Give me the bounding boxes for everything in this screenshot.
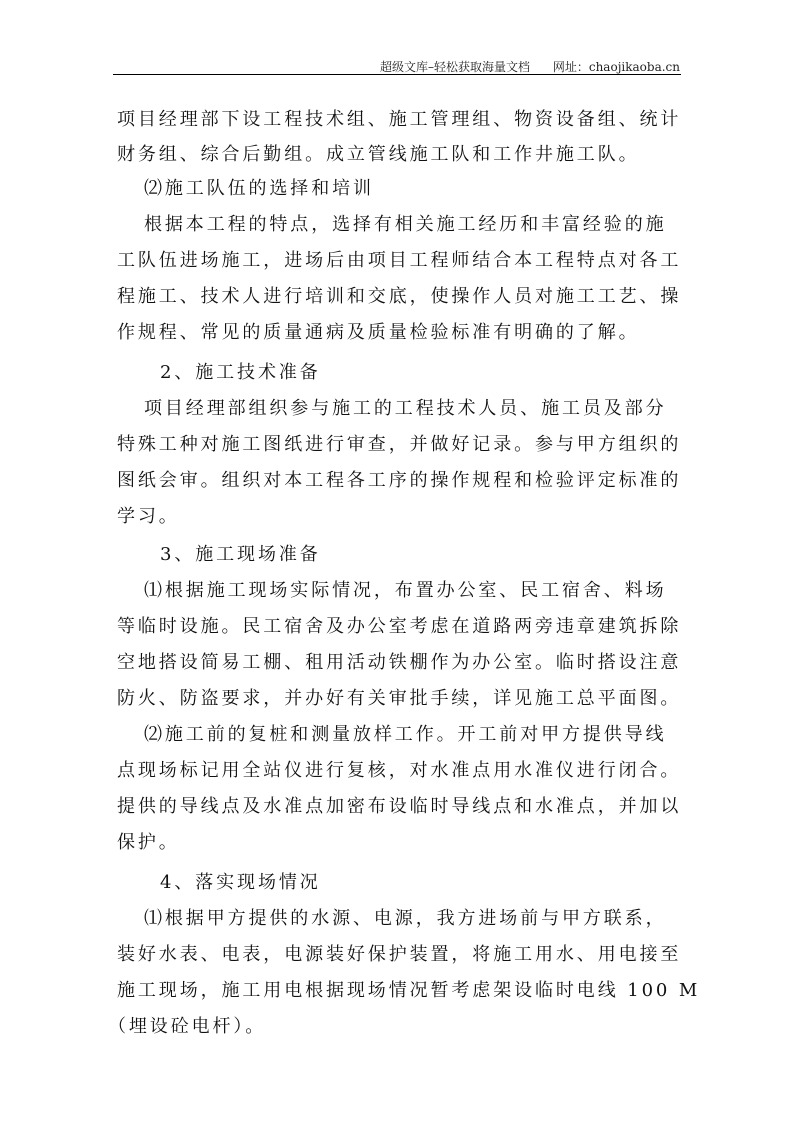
paragraph-line: 防火、防盗要求，并办好有关审批手续，详见施工总平面图。 [117, 688, 682, 709]
paragraph-line: 作规程、常见的质量通病及质量检验标准有明确的了解。 [117, 322, 640, 343]
header-rule [113, 74, 681, 75]
paragraph-line: （埋设砼电杆）。 [108, 1016, 267, 1037]
header-site-name: 超级文库–轻松获取海量文档 [379, 60, 530, 74]
paragraph-line: 保护。 [117, 832, 180, 853]
paragraph-line: 项目经理部组织参与施工的工程技术人员、施工员及部分 [144, 398, 667, 419]
paragraph-line: ⑴根据甲方提供的水源、电源，我方进场前与甲方联系， [144, 908, 667, 929]
section-heading: 2、施工技术准备 [160, 362, 321, 383]
paragraph-line: 图纸会审。组织对本工程各工序的操作规程和检验评定标准的 [117, 470, 682, 491]
section-heading: 4、落实现场情况 [160, 872, 321, 893]
page-header [380, 58, 680, 75]
paragraph-line: ⑵施工前的复桩和测量放样工作。开工前对甲方提供导线 [144, 724, 667, 745]
subheading: ⑵施工队伍的选择和培训 [144, 178, 374, 199]
paragraph-line: 工队伍进场施工，进场后由项目工程师结合本工程特点对各工 [117, 250, 682, 271]
paragraph-line: 程施工、技术人进行培训和交底，使操作人员对施工工艺、操 [117, 286, 682, 307]
paragraph-line: ⑴根据施工现场实际情况，布置办公室、民工宿舍、料场 [144, 580, 667, 601]
paragraph-line: 施工现场，施工用电根据现场情况暂考虑架设临时电线 100 M [117, 980, 701, 1001]
paragraph-line: 学习。 [117, 506, 180, 527]
paragraph-line: 等临时设施。民工宿舍及办公室考虑在道路两旁违章建筑拆除 [117, 616, 682, 637]
paragraph-line: 根据本工程的特点，选择有相关施工经历和丰富经验的施 [144, 214, 667, 235]
paragraph-line: 特殊工种对施工图纸进行审查，并做好记录。参与甲方组织的 [117, 434, 682, 455]
paragraph-line: 财务组、综合后勤组。成立管线施工队和工作井施工队。 [117, 144, 640, 165]
paragraph-line: 提供的导线点及水准点加密布设临时导线点和水准点，并加以 [117, 796, 682, 817]
paragraph-line: 装好水表、电表，电源装好保护装置，将施工用水、用电接至 [117, 944, 682, 965]
paragraph-line: 空地搭设简易工棚、租用活动铁棚作为办公室。临时搭设注意 [117, 652, 682, 673]
header-url: 网址：chaojikaoba.cn [552, 60, 680, 74]
paragraph-line: 点现场标记用全站仪进行复核，对水准点用水准仪进行闭合。 [117, 760, 682, 781]
paragraph-line: 项目经理部下设工程技术组、施工管理组、物资设备组、统计 [117, 109, 682, 130]
section-heading: 3、施工现场准备 [160, 544, 321, 565]
